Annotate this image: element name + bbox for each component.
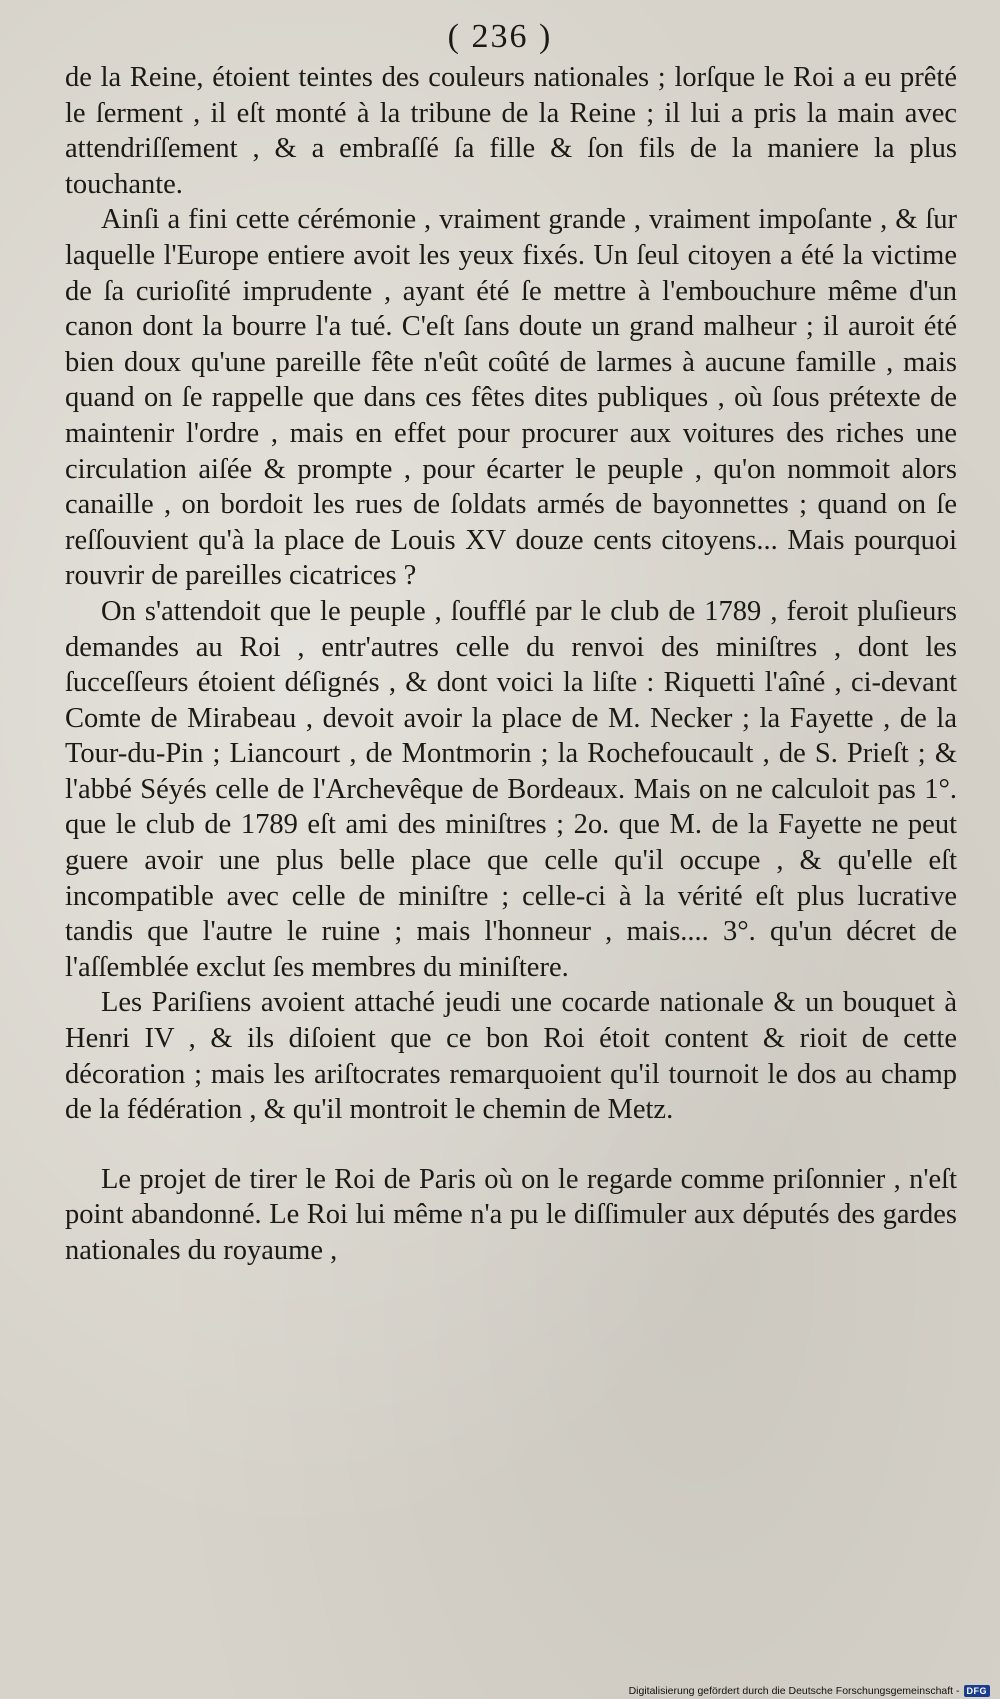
credit-text: Digitalisierung gefördert durch die Deutsche Forschungsgemeinschaft - [628,1685,960,1697]
paragraph-3: On s'attendoit que le peuple , ſoufflé par le club de 1789 , feroit pluſieurs demandes au Roi , entr'autres celle du renvoi des miniſtres , dont les ſucceſſeurs étoient déſignés , & dont voici la liſte : Riquetti l'aîné , ci-devant Comte de Mirabeau , devoit avoir la place de M. Necker ; la Fayette , de la Tour-du-Pin ; Liancourt , de Montmorin ; la Rochefoucault , de S. Prieſt ; & l'abbé Séyés celle de l'Archevêque de Bordeaux. Mais on ne calculoit pas 1°. que le club de 1789 eſt ami des miniſtres ; 2o. que M. de la Fayette ne peut guere avoir une plus belle place que celle qu'il occupe , & qu'elle eſt incompatible avec celle de miniſtre ; celle-ci à la vérité eſt plus lucrative tandis que l'autre le ruine ; mais l'honneur , mais.... 3°. qu'un décret de l'aſſemblée exclut ſes membres du miniſtere. [65,595,957,983]
digitization-credit [629,1685,990,1697]
paragraph-1: de la Reine, étoient teintes des couleurs nationales ; lorſque le Roi a eu prêté le ſerment , il eſt monté à la tribune de la Reine ; il lui a pris la main avec attendriſſement , & a embraſſé ſa fille & ſon fils de la maniere la plus touchante. [65,62,957,200]
paragraph-4: Les Pariſiens avoient attaché jeudi une cocarde nationale & un bouquet à Henri IV , & ils diſoient que ce bon Roi étoit content & rioit de cette décoration ; mais les ariſtocrates remarquoient qu'il tournoit le dos au champ de la fédération , & qu'il montroit le chemin de Metz. [65,987,957,1126]
paragraph-2: Ainſi a fini cette cérémonie , vraiment grande , vraiment impoſante , & ſur laquelle l'Europe entiere avoit les yeux fixés. Un ſeul citoyen a été la victime de ſa curioſité imprudente , ayant été ſe mettre à l'embouchure même d'un canon dont la bourre l'a tué. C'eſt ſans doute un grand malheur ; il auroit été bien doux qu'une pareille fête n'eût coûté de larmes à aucune famille , mais quand on ſe rappelle que dans ces fêtes dites publiques , où ſous prétexte de maintenir l'ordre , mais en effet pour procurer aux voitures des riches une circulation aiſée & prompte , pour écarter le peuple , qu'on nommoit alors canaille , on bordoit les rues de ſoldats armés de bayonnettes ; quand on ſe reſſouvient qu'à la place de Louis XV douze cents citoyens... Mais pourquoi rouvrir de pareilles cicatrices ? [65,204,957,592]
dfg-logo-icon: DFG [964,1685,991,1697]
paragraph-5: Le projet de tirer le Roi de Paris où on le regarde comme priſonnier , n'eſt point abandonné. Le Roi lui même n'a pu le diſſimuler aux députés des gardes nationales du royaume , [65,1163,957,1266]
page-number: ( 236 ) [447,18,553,55]
body-text [65,60,957,1269]
